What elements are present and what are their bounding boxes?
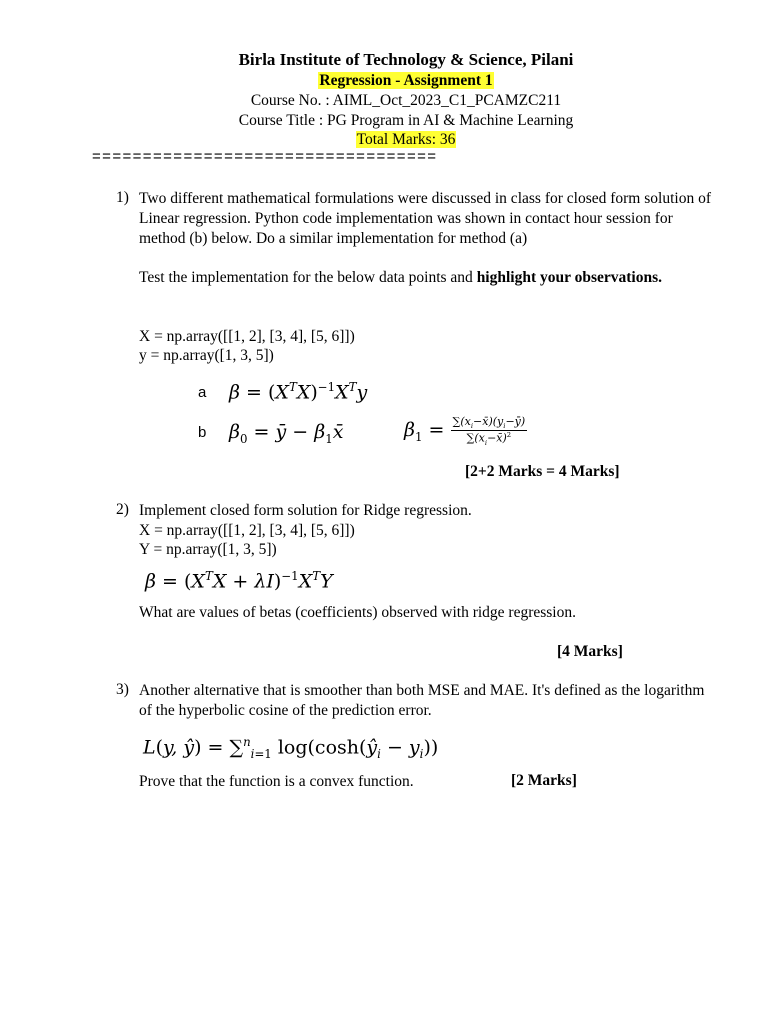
q1-formula-b1: $\beta_1$ = $\frac{\sum(x_i-x̄)(y_i-ȳ)}{\sum(x_i-x̄)^2}$ xyxy=(404,415,526,448)
q1-marks: [2+2 Marks = 4 Marks] xyxy=(465,463,620,480)
q1-formula-b0: $\beta_0$ = ȳ − $\beta_1x̄$ xyxy=(229,421,344,446)
separator-line: ================================== xyxy=(92,148,438,165)
course-title: Course Title : PG Program in AI & Machine Learning xyxy=(238,112,574,129)
institute-title: Birla Institute of Technology & Science, Pilani xyxy=(238,50,574,69)
q3-prove: Prove that the function is a convex function. xyxy=(139,773,414,790)
q1-formula-b1-fraction: $\frac{\sum(x_i-x̄)(y_i-ȳ)}{\sum(x_i-x̄)^2}$ xyxy=(452,415,526,448)
q2-marks: [4 Marks] xyxy=(557,643,623,660)
q3-logcosh-formula: L(y, ŷ) = ∑$^n_{i=1}$ $\log(\cosh(ŷ_i - y_i))$ xyxy=(143,735,439,762)
assignment-title xyxy=(0,72,768,90)
q1-y-code: y = np.array([1, 3, 5]) xyxy=(139,347,274,364)
q1-formula-a: $\beta = (X^TX)^{-1}X^Ty$ xyxy=(229,380,368,404)
total-marks-text: Total Marks: 36 xyxy=(356,131,456,148)
course-number: Course No. : AIML_Oct_2023_C1_PCAMZC211 xyxy=(250,92,562,109)
q3-paragraph-1: Another alternative that is smoother than both MSE and MAE. It's defined as the logarithm of the hyperbolic cosine of the prediction error. xyxy=(139,682,705,719)
total-marks xyxy=(0,131,768,149)
q1-label-b: b xyxy=(198,424,207,441)
q2-ridge-formula: $\beta = (X^TX + \lambda I)^{-1}X^TY$ xyxy=(145,569,333,593)
q1-x-code: X = np.array([[1, 2], [3, 4], [5, 6]]) xyxy=(139,328,355,345)
q1-number: 1) xyxy=(116,189,129,206)
q1-label-a: a xyxy=(198,384,207,401)
q1-paragraph-2 xyxy=(139,268,720,288)
q2-number: 2) xyxy=(116,501,129,518)
q3-marks: [2 Marks] xyxy=(511,772,577,789)
q2-y-code: Y = np.array([1, 3, 5]) xyxy=(139,541,277,558)
q2-question: What are values of betas (coefficients) observed with ridge regression. xyxy=(139,604,576,621)
q2-x-code: X = np.array([[1, 2], [3, 4], [5, 6]]) xyxy=(139,522,355,539)
q1-paragraph-1: Two different mathematical formulations were discussed in class for closed form solution of Linear regression. Python code implementation was shown in contact hour session for method (b) below. Do a similar implementation for method (a) xyxy=(139,190,711,247)
assignment-title-text: Regression - Assignment 1 xyxy=(319,72,493,89)
q1-paragraph-2-plain: Test the implementation for the below data points and xyxy=(139,269,477,286)
q3-number: 3) xyxy=(116,681,129,698)
q1-paragraph-2-bold: highlight your observations. xyxy=(476,269,663,286)
q2-intro: Implement closed form solution for Ridge regression. xyxy=(139,502,472,519)
